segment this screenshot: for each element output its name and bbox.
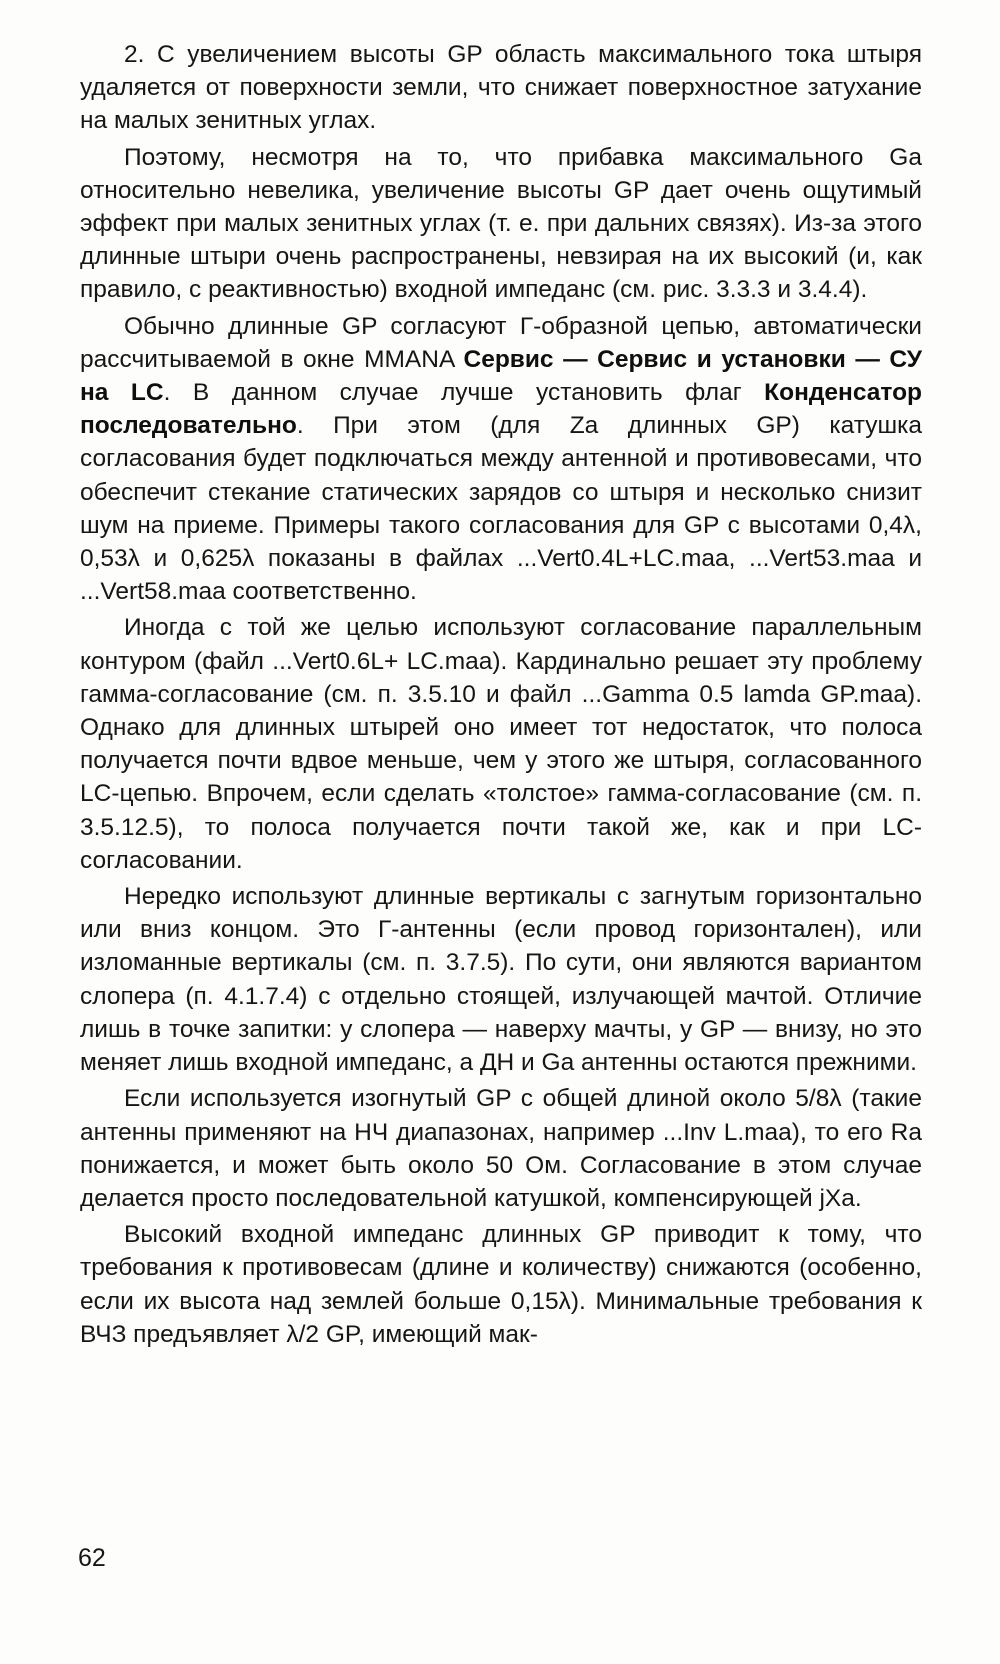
text-run: Если используется изогнутый GP с общей длиной около 5/8λ (такие антенны применяют на НЧ диапазонах, например ...Inv L.maa), то его Ra понижается, и может быть около 50 Ом. Согласование в этом случае делается просто последовательной катушкой, компенсирующей jXa. [80, 1085, 922, 1212]
page-text-body [80, 38, 922, 1354]
paragraph [80, 141, 922, 307]
text-run: Иногда с той же целью используют согласование параллельным контуром (файл ...Vert0.6L+ LC.maa). Кардинально решает эту проблему гамма-согласование (см. п. 3.5.10 и файл ...Gamma 0.5 lamda GP.maa). Однако для длинных штырей оно имеет тот недостаток, что полоса получается почти вдвое меньше, чем у этого же штыря, согласованного LC-цепью. Впрочем, если сделать «толстое» гамма-согласование (см. п. 3.5.12.5), то полоса получается почти такой же, как и при LC-согласовании. [80, 614, 922, 874]
text-run: . При этом (для Za длинных GP) катушка согласования будет подключаться между антенной и противовесами, что обеспечит стекание статических зарядов со штыря и несколько снизит шум на приеме. Примеры такого согласования для GP с высотами 0,4λ, 0,53λ и 0,625λ показаны в файлах ...Vert0.4L+LC.maa, ...Vert53.maa и ...Vert58.maa соответственно. [80, 412, 922, 606]
text-run: Высокий входной импеданс длинных GP приводит к тому, что требования к противовесам (длине и количеству) снижаются (особенно, если их высота над землей больше 0,15λ). Минимальные требования к ВЧЗ предъявляет λ/2 GP, имеющий мак- [80, 1221, 922, 1348]
menu-path-bold: Сервис — Сервис и установки — СУ на LC [80, 345, 922, 407]
paragraph [80, 1082, 922, 1215]
paragraph [80, 310, 922, 609]
paragraph [80, 38, 922, 138]
paragraph [80, 611, 922, 877]
page-number: 62 [78, 1544, 106, 1572]
text-run: 2. С увеличением высоты GP область максимального тока штыря удаляется от поверхности земли, что снижает поверхностное затухание на малых зенитных углах. [80, 41, 922, 135]
text-run: . В данном случае лучше установить флаг [163, 379, 765, 407]
flag-name-bold: Конденсатор последовательно [80, 379, 923, 440]
paragraph [80, 880, 922, 1079]
text-run: Обычно длинные GP согласуют Г-образной цепью, автоматически рассчитываемой в окне MMANA [80, 312, 922, 373]
text-run: Нередко используют длинные вертикалы с загнутым горизонтально или вниз концом. Это Г-антенны (если провод горизонтален), или изломанные вертикалы (см. п. 3.7.5). По сути, они являются вариантом слопера (п. 4.1.7.4) с отдельно стоящей, излучающей мачтой. Отличие лишь в точке запитки: у слопера — наверху мачты, у GP — внизу, но это меняет лишь входной импеданс, а ДН и Ga антенны остаются прежними. [80, 883, 922, 1077]
paragraph [80, 1218, 922, 1351]
text-run: Поэтому, несмотря на то, что прибавка максимального Ga относительно невелика, увеличение высоты GP дает очень ощутимый эффект при малых зенитных углах (т. е. при дальних связях). Из-за этого длинные штыри очень распространены, невзирая на их высокий (и, как правило, с реактивностью) входной импеданс (см. рис. 3.3.3 и 3.4.4). [80, 143, 922, 304]
